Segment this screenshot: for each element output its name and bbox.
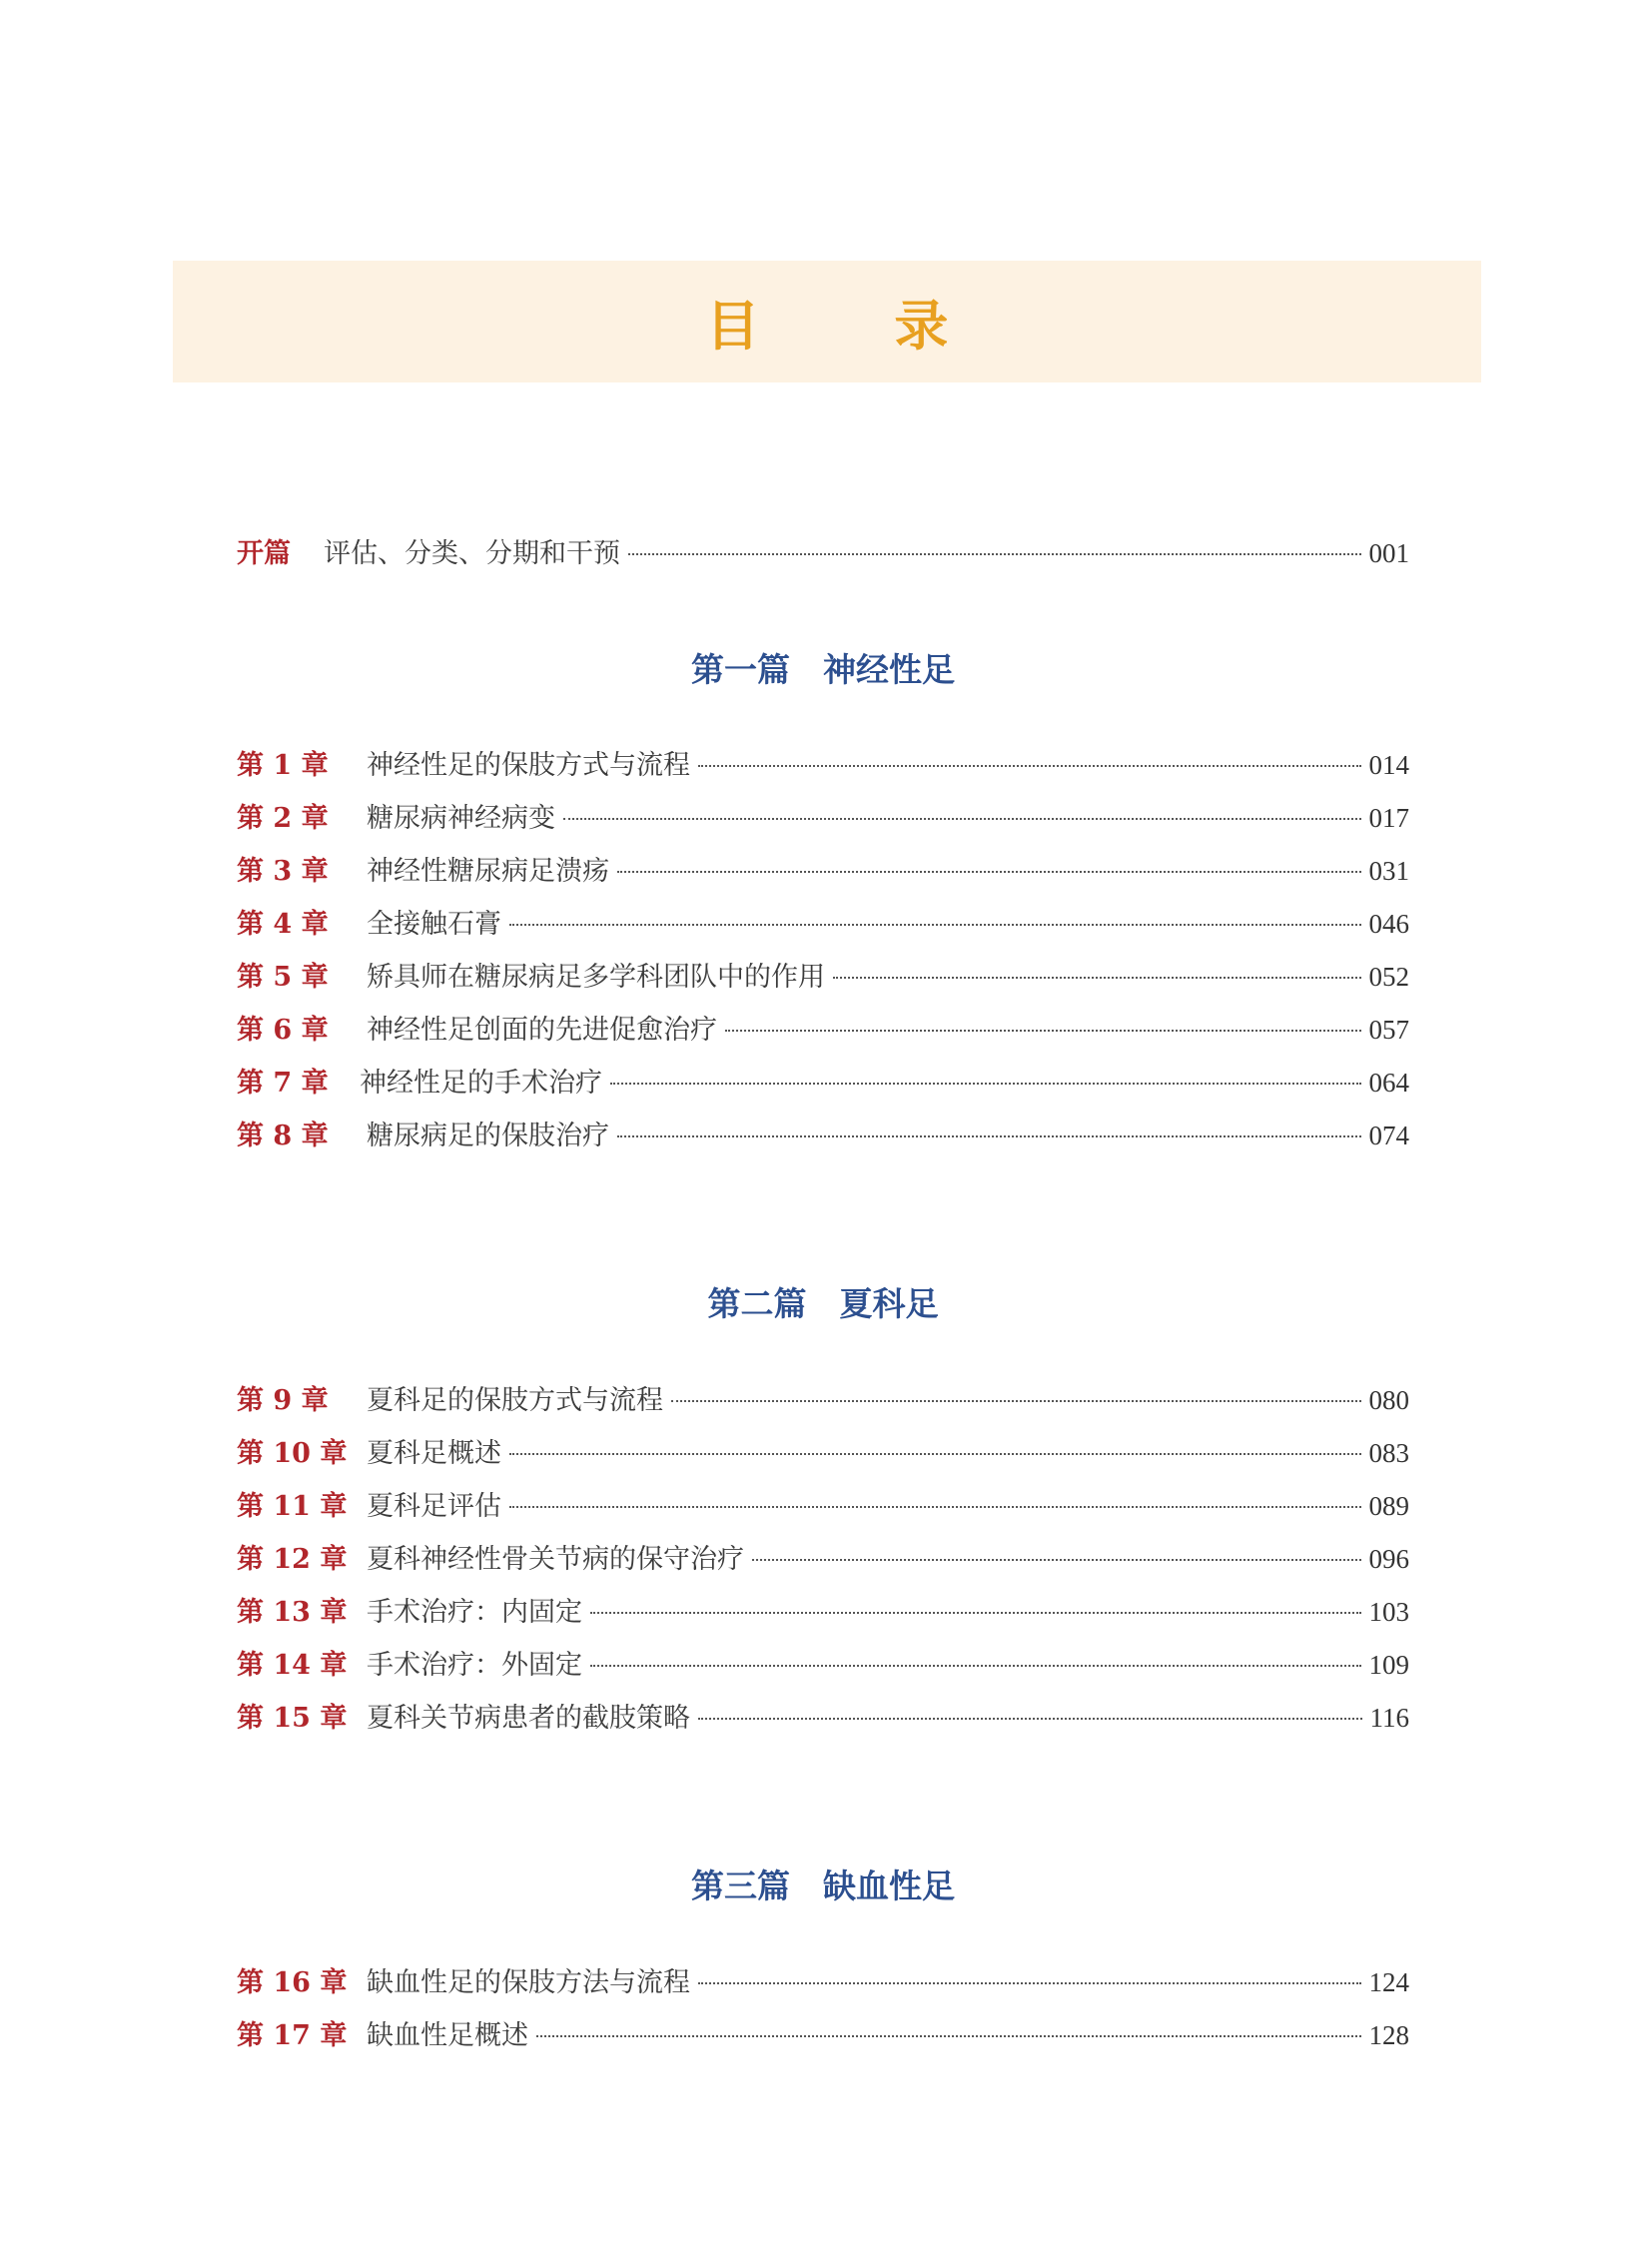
toc-title-band bbox=[173, 261, 1481, 382]
chapter-page-number: 074 bbox=[1368, 1120, 1409, 1150]
dot-leader bbox=[610, 1083, 1361, 1085]
chapter-title: 神经性足的手术治疗 bbox=[360, 1068, 602, 1099]
toc-entry-opening[interactable] bbox=[237, 533, 1409, 573]
chapter-title: 糖尿病神经病变 bbox=[367, 803, 555, 834]
chapter-title: 夏科关节病患者的截肢策略 bbox=[367, 1703, 690, 1734]
toc-entry[interactable] bbox=[237, 745, 1409, 785]
chapter-page-number: 128 bbox=[1368, 2020, 1409, 2050]
chapter-page-number: 096 bbox=[1368, 1544, 1409, 1574]
chapter-title: 手术治疗：外固定 bbox=[367, 1650, 582, 1681]
chapter-title: 缺血性足概述 bbox=[367, 2020, 528, 2051]
chapter-title: 神经性足的保肢方式与流程 bbox=[367, 750, 690, 781]
chapter-label: 第 12 章 bbox=[237, 1544, 348, 1575]
toc-entry[interactable] bbox=[237, 1063, 1409, 1103]
chapter-label: 第 4 章 bbox=[237, 909, 329, 940]
chapter-label: 第 3 章 bbox=[237, 856, 329, 887]
chapter-label: 第 15 章 bbox=[237, 1703, 348, 1734]
chapter-page-number: 046 bbox=[1368, 909, 1409, 939]
dot-leader bbox=[617, 1135, 1361, 1137]
toc-entry[interactable] bbox=[237, 1010, 1409, 1050]
chapter-title: 夏科足的保肢方式与流程 bbox=[367, 1385, 663, 1416]
chapter-page-number: 031 bbox=[1368, 856, 1409, 886]
chapter-page-number: 052 bbox=[1368, 962, 1409, 992]
part-heading-1: 第一篇 神经性足 bbox=[691, 650, 955, 689]
dot-leader bbox=[590, 1665, 1361, 1667]
chapter-label: 第 1 章 bbox=[237, 750, 329, 781]
dot-leader bbox=[617, 871, 1361, 873]
toc-entry[interactable] bbox=[237, 1116, 1409, 1155]
chapter-title: 夏科足概述 bbox=[367, 1438, 501, 1469]
toc-entry[interactable] bbox=[237, 1645, 1409, 1685]
chapter-page-number: 109 bbox=[1368, 1650, 1409, 1680]
chapter-page-number: 124 bbox=[1368, 1967, 1409, 1997]
chapter-page-number: 014 bbox=[1368, 750, 1409, 780]
chapter-title: 手术治疗：内固定 bbox=[367, 1597, 582, 1628]
chapter-title: 全接触石膏 bbox=[367, 909, 501, 940]
toc-entry[interactable] bbox=[237, 1698, 1409, 1738]
toc-entry[interactable] bbox=[237, 904, 1409, 944]
toc-entry[interactable] bbox=[237, 1592, 1409, 1632]
chapter-page-number: 080 bbox=[1368, 1385, 1409, 1415]
chapter-title: 神经性糖尿病足溃疡 bbox=[367, 856, 609, 887]
chapter-page-number: 057 bbox=[1368, 1015, 1409, 1045]
toc-entry[interactable] bbox=[237, 1486, 1409, 1526]
part-heading-3: 第三篇 缺血性足 bbox=[691, 1867, 955, 1905]
chapter-label: 第 17 章 bbox=[237, 2020, 348, 2051]
dot-leader bbox=[725, 1030, 1361, 1032]
chapter-page-number: 089 bbox=[1368, 1491, 1409, 1521]
chapter-label: 第 8 章 bbox=[237, 1120, 329, 1151]
dot-leader bbox=[536, 2035, 1361, 2037]
chapter-label: 第 6 章 bbox=[237, 1015, 329, 1046]
chapter-label: 第 9 章 bbox=[237, 1385, 329, 1416]
dot-leader bbox=[563, 818, 1361, 820]
chapter-page-number: 064 bbox=[1368, 1068, 1409, 1098]
chapter-title: 糖尿病足的保肢治疗 bbox=[367, 1120, 609, 1151]
dot-leader bbox=[698, 765, 1361, 767]
chapter-title: 矫具师在糖尿病足多学科团队中的作用 bbox=[367, 962, 825, 993]
chapter-label: 第 2 章 bbox=[237, 803, 329, 834]
toc-entry[interactable] bbox=[237, 2015, 1409, 2055]
chapter-label: 第 16 章 bbox=[237, 1967, 348, 1998]
dot-leader bbox=[698, 1718, 1362, 1720]
chapter-title: 缺血性足的保肢方法与流程 bbox=[367, 1967, 690, 1998]
chapter-page-number: 116 bbox=[1369, 1703, 1409, 1733]
dot-leader bbox=[509, 1506, 1361, 1508]
dot-leader bbox=[671, 1400, 1361, 1402]
toc-entry[interactable] bbox=[237, 957, 1409, 997]
chapter-label: 第 13 章 bbox=[237, 1597, 348, 1628]
entry-label: 开篇 bbox=[237, 538, 291, 569]
dot-leader bbox=[698, 1982, 1361, 1984]
chapter-label: 第 14 章 bbox=[237, 1650, 348, 1681]
dot-leader bbox=[833, 977, 1361, 979]
chapter-page-number: 083 bbox=[1368, 1438, 1409, 1468]
chapter-page-number: 103 bbox=[1368, 1597, 1409, 1627]
dot-leader bbox=[628, 553, 1361, 555]
chapter-title: 夏科足评估 bbox=[367, 1491, 501, 1522]
entry-page-number: 001 bbox=[1368, 538, 1409, 568]
toc-entry[interactable] bbox=[237, 1962, 1409, 2002]
toc-entry[interactable] bbox=[237, 798, 1409, 838]
dot-leader bbox=[590, 1612, 1361, 1614]
part-heading-2: 第二篇 夏科足 bbox=[707, 1284, 939, 1323]
chapter-label: 第 11 章 bbox=[237, 1491, 348, 1522]
dot-leader bbox=[509, 1453, 1361, 1455]
dot-leader bbox=[752, 1559, 1361, 1561]
page-title: 目 录 bbox=[705, 294, 1007, 358]
chapter-label: 第 10 章 bbox=[237, 1438, 348, 1469]
toc-entry[interactable] bbox=[237, 1539, 1409, 1579]
toc-entry[interactable] bbox=[237, 851, 1409, 891]
chapter-title: 神经性足创面的先进促愈治疗 bbox=[367, 1015, 717, 1046]
chapter-label: 第 7 章 bbox=[237, 1068, 329, 1099]
chapter-page-number: 017 bbox=[1368, 803, 1409, 833]
dot-leader bbox=[509, 924, 1361, 926]
chapter-label: 第 5 章 bbox=[237, 962, 329, 993]
entry-title: 评估、分类、分期和干预 bbox=[324, 538, 620, 569]
toc-entry[interactable] bbox=[237, 1433, 1409, 1473]
chapter-title: 夏科神经性骨关节病的保守治疗 bbox=[367, 1544, 744, 1575]
toc-entry[interactable] bbox=[237, 1380, 1409, 1420]
